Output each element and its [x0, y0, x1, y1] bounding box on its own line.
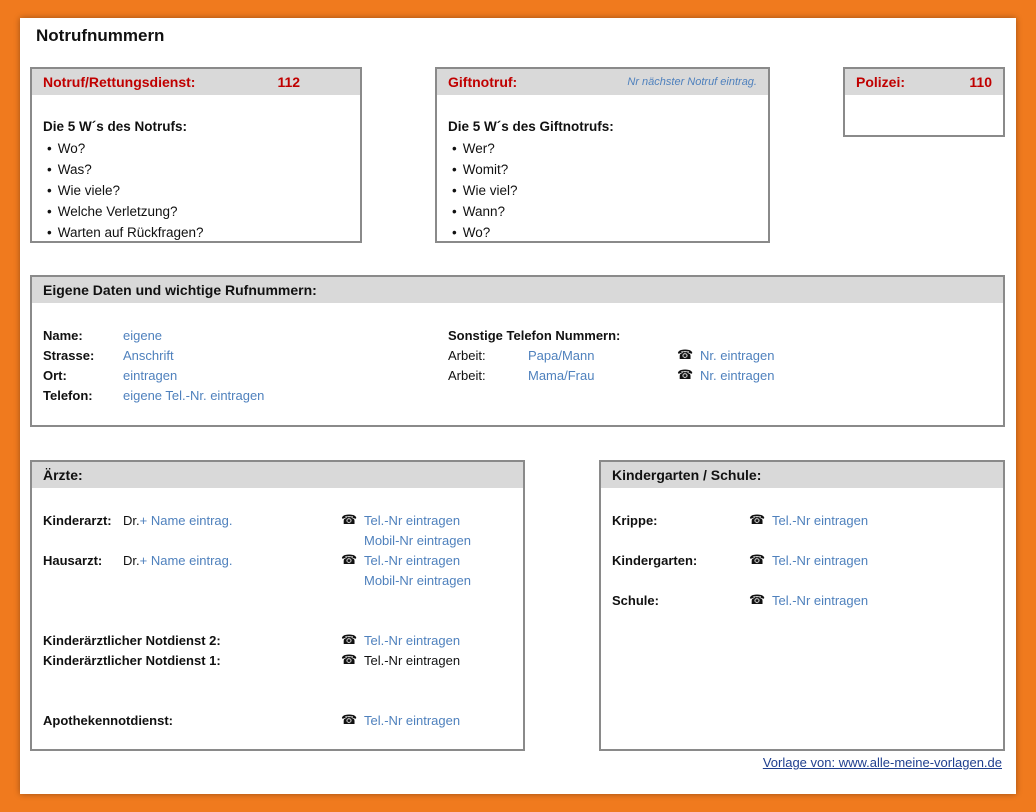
hausarzt-label: Hausarzt:: [43, 553, 103, 568]
kinderarzt-mobil[interactable]: Mobil-Nr eintragen: [364, 533, 471, 548]
strasse-value[interactable]: Anschrift: [123, 348, 174, 363]
arbeit2-who[interactable]: Mama/Frau: [528, 368, 595, 383]
schule-tel[interactable]: Tel.-Nr eintragen: [772, 593, 869, 608]
list-item: • Wann?: [448, 201, 518, 222]
kinderarzt-tel[interactable]: Tel.-Nr eintragen: [364, 513, 461, 528]
notruf-header: [32, 69, 360, 95]
schule-label: Schule:: [612, 593, 659, 608]
notruf-list: [43, 138, 204, 243]
hausarzt-dr: Dr.: [123, 553, 140, 568]
arbeit2-label: Arbeit:: [448, 368, 486, 383]
kindergarten-box: [599, 460, 1005, 751]
kinderarzt-dr: Dr.: [123, 513, 140, 528]
telephone-icon: ☎: [341, 652, 358, 667]
telephone-icon: ☎: [749, 592, 766, 607]
telephone-icon: ☎: [341, 712, 358, 727]
polizei-number: 110: [969, 74, 992, 90]
notdienst2-tel[interactable]: Tel.-Nr eintragen: [364, 633, 461, 648]
page-title: Notrufnummern: [36, 26, 165, 45]
telephone-icon: ☎: [341, 512, 358, 527]
ort-value[interactable]: eintragen: [123, 368, 178, 383]
notdienst1-label: Kinderärztlicher Notdienst 1:: [43, 653, 221, 668]
list-item: • Wo?: [448, 222, 518, 243]
hausarzt-name[interactable]: [123, 553, 232, 568]
giftnotruf-box: [435, 67, 770, 243]
telephone-icon: ☎: [749, 552, 766, 567]
list-item: • Warten auf Rückfragen?: [43, 222, 204, 243]
giftnotruf-list: [448, 138, 518, 243]
telephone-icon: ☎: [749, 512, 766, 527]
eigene-daten-title: Eigene Daten und wichtige Rufnummern:: [43, 282, 317, 298]
apotheke-label: Apothekennotdienst:: [43, 713, 173, 728]
name-label: Name:: [43, 328, 83, 343]
sonstige-title: Sonstige Telefon Nummern:: [448, 328, 621, 343]
telephone-icon: ☎: [677, 347, 694, 362]
list-item: • Wer?: [448, 138, 518, 159]
ort-label: Ort:: [43, 368, 67, 383]
aerzte-header: [32, 462, 523, 488]
telephone-icon: ☎: [677, 367, 694, 382]
hausarzt-tel[interactable]: Tel.-Nr eintragen: [364, 553, 461, 568]
kindergarten-tel[interactable]: Tel.-Nr eintragen: [772, 553, 869, 568]
kindergarten-title: Kindergarten / Schule:: [612, 467, 762, 483]
eigene-daten-box: [30, 275, 1005, 427]
list-item: • Wo?: [43, 138, 204, 159]
notdienst2-label: Kinderärztlicher Notdienst 2:: [43, 633, 221, 648]
kinderarzt-label: Kinderarzt:: [43, 513, 112, 528]
hausarzt-mobil[interactable]: Mobil-Nr eintragen: [364, 573, 471, 588]
list-item: • Womit?: [448, 159, 518, 180]
krippe-tel[interactable]: Tel.-Nr eintragen: [772, 513, 869, 528]
arbeit2-nr[interactable]: Nr. eintragen: [700, 368, 775, 383]
aerzte-box: [30, 460, 525, 751]
krippe-label: Krippe:: [612, 513, 658, 528]
name-value[interactable]: eigene: [123, 328, 163, 343]
telephone-icon: ☎: [341, 552, 358, 567]
document-sheet: [20, 18, 1016, 794]
polizei-box: [843, 67, 1005, 137]
giftnotruf-heading: Die 5 W´s des Giftnotrufs:: [448, 119, 614, 134]
telefon-value[interactable]: eigene Tel.-Nr. eintragen: [123, 388, 265, 403]
list-item: • Welche Verletzung?: [43, 201, 204, 222]
kindergarten-label: Kindergarten:: [612, 553, 698, 568]
kinderarzt-name[interactable]: [123, 513, 232, 528]
polizei-label: Polizei:: [856, 74, 906, 90]
notruf-box: [30, 67, 362, 243]
kindergarten-header: [601, 462, 1003, 488]
telefon-label: Telefon:: [43, 388, 93, 403]
hausarzt-name-value[interactable]: + Name eintrag.: [139, 553, 233, 568]
polizei-header: [845, 69, 1003, 95]
notruf-number: 112: [277, 74, 301, 90]
eigene-daten-header: [32, 277, 1003, 303]
list-item: • Was?: [43, 159, 204, 180]
giftnotruf-label: Giftnotruf:: [448, 74, 518, 90]
aerzte-title: Ärzte:: [43, 467, 83, 483]
notdienst1-tel[interactable]: Tel.-Nr eintragen: [364, 653, 461, 668]
strasse-label: Strasse:: [43, 348, 95, 363]
list-item: • Wie viele?: [43, 180, 204, 201]
giftnotruf-hint[interactable]: Nr nächster Notruf eintrag.: [627, 76, 757, 88]
footer-link[interactable]: Vorlage von: www.alle-meine-vorlagen.de: [762, 755, 1002, 770]
arbeit1-who[interactable]: Papa/Mann: [528, 348, 595, 363]
list-item: • Wie viel?: [448, 180, 518, 201]
notruf-heading: Die 5 W´s des Notrufs:: [43, 119, 188, 134]
giftnotruf-header: [437, 69, 768, 95]
telephone-icon: ☎: [341, 632, 358, 647]
kinderarzt-name-value[interactable]: + Name eintrag.: [139, 513, 233, 528]
notruf-label: Notruf/Rettungsdienst:: [43, 74, 196, 90]
apotheke-tel[interactable]: Tel.-Nr eintragen: [364, 713, 461, 728]
arbeit1-label: Arbeit:: [448, 348, 486, 363]
arbeit1-nr[interactable]: Nr. eintragen: [700, 348, 775, 363]
